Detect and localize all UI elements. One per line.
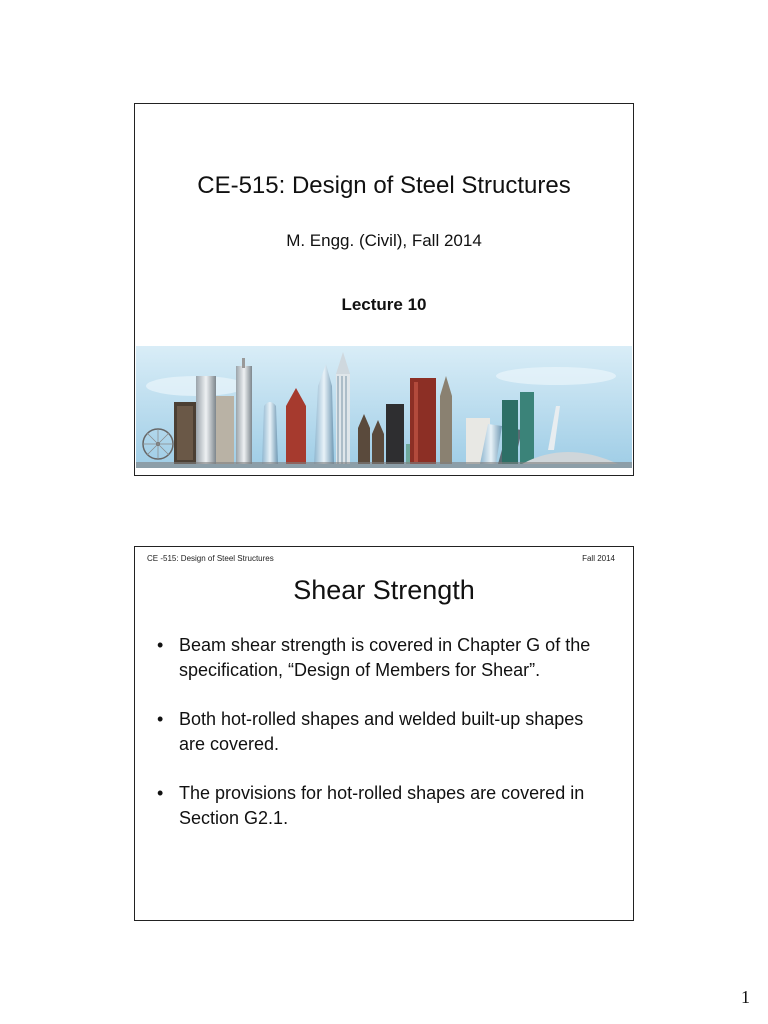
bullet-marker: • [157,709,164,729]
slide-header-course: CE -515: Design of Steel Structures [147,554,274,563]
content-slide [134,546,634,921]
bullet-list [157,633,613,855]
bullet-text: The provisions for hot-rolled shapes are covered in Section G2.1. [179,783,585,828]
bullet-item [157,707,613,757]
city-skyline-image [136,346,632,468]
course-title: CE-515: Design of Steel Structures [197,172,571,199]
bullet-item [157,781,613,831]
slide-title: Shear Strength [293,575,475,605]
lecture-number: Lecture 10 [341,295,427,314]
course-subtitle: M. Engg. (Civil), Fall 2014 [286,231,482,250]
bullet-item [157,633,613,683]
bullet-marker: • [157,783,164,803]
bullet-marker: • [157,635,164,655]
title-slide [134,103,634,476]
slide-header-term: Fall 2014 [582,554,615,563]
bullet-text: Beam shear strength is covered in Chapter G of the specification, “Design of Members for Shear”. [179,635,591,680]
bullet-text: Both hot-rolled shapes and welded built-up shapes are covered. [179,709,584,754]
page-number: 1 [741,987,750,1007]
